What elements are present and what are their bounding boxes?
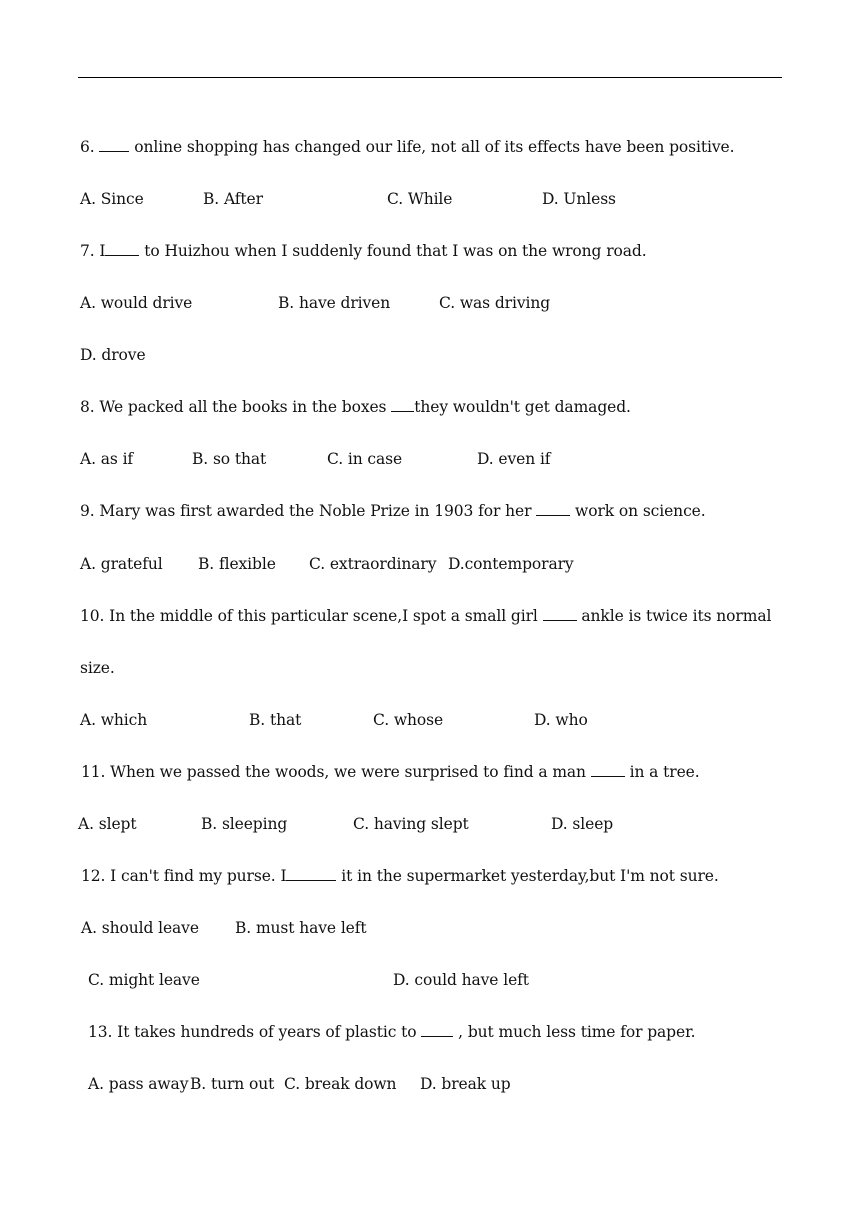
answer-blank bbox=[286, 867, 336, 881]
question-13: 13. It takes hundreds of years of plastic to , but much less time for paper. bbox=[88, 1023, 696, 1041]
option-d: D. even if bbox=[477, 450, 551, 468]
option-b: B. must have left bbox=[235, 919, 367, 937]
option-a: A. should leave bbox=[81, 919, 199, 937]
answer-blank bbox=[105, 242, 139, 256]
option-d: D. could have left bbox=[393, 971, 529, 989]
option-c: C. having slept bbox=[353, 815, 469, 833]
option-c: C. whose bbox=[373, 711, 444, 729]
question-7: 7. I to Huizhou when I suddenly found that I was on the wrong road. bbox=[80, 242, 647, 260]
option-a: A. Since bbox=[80, 190, 144, 208]
question-10-continued: size. bbox=[80, 659, 115, 677]
option-c: C. in case bbox=[327, 450, 403, 468]
option-b: B. have driven bbox=[278, 294, 391, 312]
option-b: B. flexible bbox=[198, 555, 276, 573]
option-c: C. was driving bbox=[439, 294, 551, 312]
option-a: A. pass away bbox=[88, 1075, 189, 1093]
header-rule bbox=[78, 77, 782, 78]
option-c: C. might leave bbox=[88, 971, 200, 989]
question-9: 9. Mary was first awarded the Noble Prize in 1903 for her work on science. bbox=[80, 502, 706, 520]
option-d: D. Unless bbox=[542, 190, 616, 208]
option-a: A. grateful bbox=[80, 555, 163, 573]
option-d: D. drove bbox=[80, 346, 146, 364]
option-d: D. break up bbox=[420, 1075, 511, 1093]
option-b: B. After bbox=[203, 190, 263, 208]
option-b: B. turn out bbox=[190, 1075, 275, 1093]
answer-blank bbox=[591, 763, 625, 777]
question-8: 8. We packed all the books in the boxes they wouldn't get damaged. bbox=[80, 398, 631, 416]
option-d: D. who bbox=[534, 711, 588, 729]
option-b: B. that bbox=[249, 711, 302, 729]
answer-blank bbox=[99, 138, 129, 152]
question-12: 12. I can't find my purse. I it in the supermarket yesterday,but I'm not sure. bbox=[81, 867, 719, 885]
option-c: C. break down bbox=[284, 1075, 397, 1093]
option-a: A. as if bbox=[80, 450, 134, 468]
option-c: C. While bbox=[387, 190, 453, 208]
option-a: A. which bbox=[80, 711, 148, 729]
option-d: D. sleep bbox=[551, 815, 614, 833]
option-c: C. extraordinary bbox=[309, 555, 437, 573]
option-b: B. sleeping bbox=[201, 815, 288, 833]
question-11: 11. When we passed the woods, we were surprised to find a man in a tree. bbox=[81, 763, 700, 781]
question-10: 10. In the middle of this particular scene,I spot a small girl ankle is twice its normal bbox=[80, 607, 772, 625]
answer-blank bbox=[421, 1023, 453, 1037]
answer-blank bbox=[391, 398, 414, 412]
option-a: A. slept bbox=[78, 815, 137, 833]
option-d: D.contemporary bbox=[448, 555, 574, 573]
option-b: B. so that bbox=[192, 450, 267, 468]
answer-blank bbox=[543, 607, 577, 621]
option-a: A. would drive bbox=[80, 294, 193, 312]
answer-blank bbox=[536, 502, 570, 516]
question-6: 6. online shopping has changed our life, not all of its effects have been positive. bbox=[80, 138, 735, 156]
